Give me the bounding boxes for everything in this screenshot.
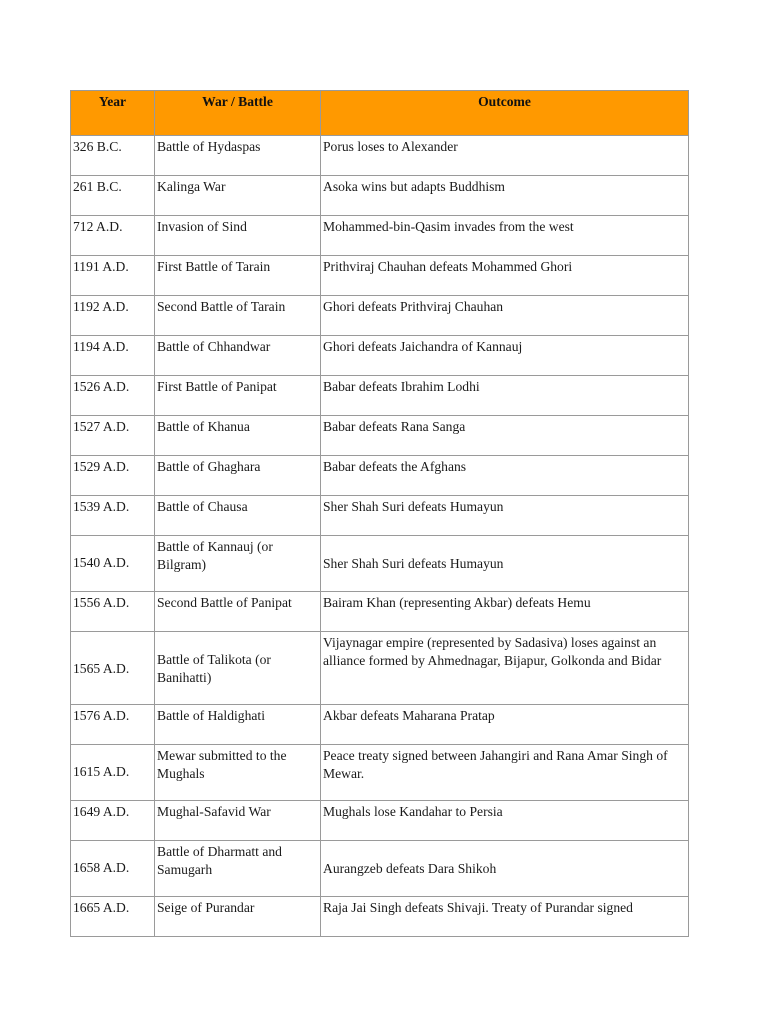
cell-outcome: Mughals lose Kandahar to Persia [321,801,689,841]
table-row [71,705,689,745]
battles-table [70,90,689,937]
table-row [71,592,689,632]
cell-war-battle: Kalinga War [155,176,321,216]
table-row [71,176,689,216]
cell-year: 1191 A.D. [71,256,155,296]
table-row [71,256,689,296]
cell-outcome: Vijaynagar empire (represented by Sadasiva) loses against an alliance formed by Ahmednagar, Bijapur, Golkonda and Bidar [321,632,689,705]
cell-outcome: Babar defeats Rana Sanga [321,416,689,456]
table-row [71,897,689,937]
cell-year: 1539 A.D. [71,496,155,536]
cell-outcome: Ghori defeats Prithviraj Chauhan [321,296,689,336]
cell-year: 1192 A.D. [71,296,155,336]
cell-war-battle: Battle of Khanua [155,416,321,456]
header-outcome: Outcome [321,91,689,136]
cell-war-battle: Second Battle of Tarain [155,296,321,336]
cell-year: 1615 A.D. [71,745,155,801]
cell-outcome: Sher Shah Suri defeats Humayun [321,536,689,592]
cell-year: 1665 A.D. [71,897,155,937]
table-row [71,456,689,496]
cell-year: 712 A.D. [71,216,155,256]
cell-outcome: Bairam Khan (representing Akbar) defeats Hemu [321,592,689,632]
cell-year: 1565 A.D. [71,632,155,705]
cell-war-battle: Battle of Talikota (or Banihatti) [155,632,321,705]
cell-year: 1556 A.D. [71,592,155,632]
cell-outcome: Aurangzeb defeats Dara Shikoh [321,841,689,897]
table-row [71,496,689,536]
cell-outcome: Raja Jai Singh defeats Shivaji. Treaty of Purandar signed [321,897,689,937]
cell-year: 326 B.C. [71,136,155,176]
cell-outcome: Akbar defeats Maharana Pratap [321,705,689,745]
table-row [71,376,689,416]
cell-outcome: Asoka wins but adapts Buddhism [321,176,689,216]
table-row [71,536,689,592]
cell-year: 1658 A.D. [71,841,155,897]
cell-outcome: Porus loses to Alexander [321,136,689,176]
cell-war-battle: Battle of Haldighati [155,705,321,745]
cell-year: 1649 A.D. [71,801,155,841]
cell-outcome: Prithviraj Chauhan defeats Mohammed Ghori [321,256,689,296]
header-war-battle: War / Battle [155,91,321,136]
cell-war-battle: Battle of Chausa [155,496,321,536]
table-row [71,632,689,705]
cell-year: 261 B.C. [71,176,155,216]
cell-outcome: Babar defeats the Afghans [321,456,689,496]
cell-war-battle: Battle of Ghaghara [155,456,321,496]
header-year: Year [71,91,155,136]
table-row [71,136,689,176]
header-row [71,91,689,136]
cell-war-battle: Second Battle of Panipat [155,592,321,632]
table-row [71,841,689,897]
table-body [71,136,689,937]
cell-outcome: Ghori defeats Jaichandra of Kannauj [321,336,689,376]
table-row [71,336,689,376]
cell-year: 1529 A.D. [71,456,155,496]
cell-war-battle: Seige of Purandar [155,897,321,937]
cell-year: 1194 A.D. [71,336,155,376]
cell-year: 1526 A.D. [71,376,155,416]
cell-outcome: Mohammed-bin-Qasim invades from the west [321,216,689,256]
cell-war-battle: Mewar submitted to the Mughals [155,745,321,801]
cell-year: 1540 A.D. [71,536,155,592]
cell-outcome: Peace treaty signed between Jahangiri and Rana Amar Singh of Mewar. [321,745,689,801]
cell-war-battle: First Battle of Tarain [155,256,321,296]
table-row [71,216,689,256]
cell-war-battle: Battle of Dharmatt and Samugarh [155,841,321,897]
table-row [71,416,689,456]
table-row [71,745,689,801]
cell-war-battle: Invasion of Sind [155,216,321,256]
cell-year: 1527 A.D. [71,416,155,456]
table-row [71,801,689,841]
cell-war-battle: Battle of Hydaspas [155,136,321,176]
table-header [71,91,689,136]
cell-war-battle: Mughal-Safavid War [155,801,321,841]
cell-war-battle: Battle of Chhandwar [155,336,321,376]
cell-war-battle: Battle of Kannauj (or Bilgram) [155,536,321,592]
table-row [71,296,689,336]
cell-outcome: Sher Shah Suri defeats Humayun [321,496,689,536]
cell-outcome: Babar defeats Ibrahim Lodhi [321,376,689,416]
cell-year: 1576 A.D. [71,705,155,745]
cell-war-battle: First Battle of Panipat [155,376,321,416]
